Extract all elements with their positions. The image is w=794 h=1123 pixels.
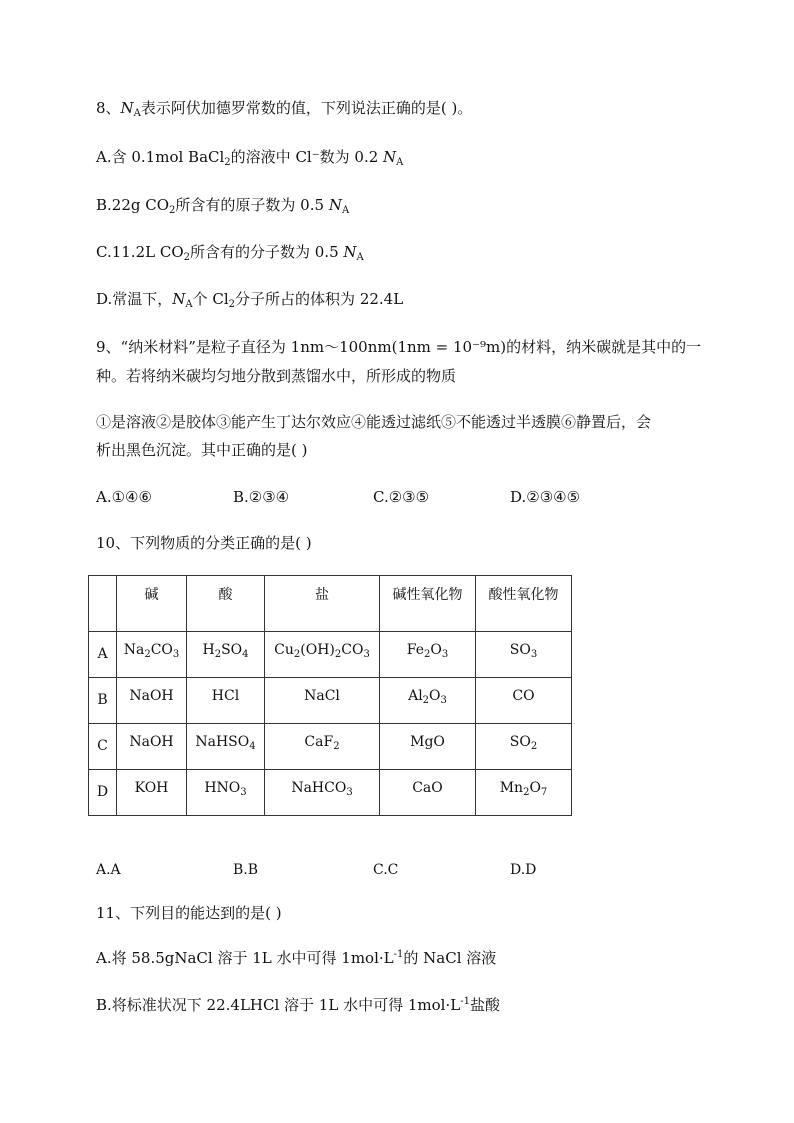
table-row	[89, 724, 572, 770]
table-cell: $Al_2O_3$	[380, 678, 476, 724]
table-header-cell: 酸性氧化物	[476, 576, 572, 632]
table-header-cell	[89, 576, 117, 632]
q9-option-c: C.②③⑤	[373, 488, 430, 506]
table-header-cell: 盐	[265, 576, 380, 632]
table-cell: NaOH	[117, 678, 187, 724]
table-cell: $Cu_2(OH)_2CO_3$	[265, 632, 380, 678]
q11-option-a: A.将 58.5gNaCl 溶于 1L 水中可得 $1mol\cdot L^{-1}$的 NaCl 溶液	[96, 949, 497, 967]
row-label: D	[89, 770, 117, 816]
q9-option-d: D.②③④⑤	[510, 488, 581, 506]
table-header-cell: 碱	[117, 576, 187, 632]
table-row	[89, 678, 572, 724]
table-header-cell: 酸	[187, 576, 265, 632]
table-cell: NaCl	[265, 678, 380, 724]
q10-stem: 10、下列物质的分类正确的是( )	[96, 534, 312, 552]
q9-stem-line2: 种。若将纳米碳均匀地分散到蒸馏水中，所形成的物质	[96, 367, 457, 385]
row-label: C	[89, 724, 117, 770]
q10-option-c: C.C	[373, 862, 399, 878]
q8-option-b: B.22g $CO_2$所含有的原子数为 0.5 $N_A$	[96, 196, 350, 216]
row-label: B	[89, 678, 117, 724]
q9-stem-line4: 析出黑色沉淀。其中正确的是( )	[96, 441, 308, 459]
q9-option-a: A.①④⑥	[96, 488, 152, 506]
table-cell: CO	[476, 678, 572, 724]
q10-option-a: A.A	[96, 862, 121, 878]
q11-option-b: B.将标准状况下 22.4LHCl 溶于 1L 水中可得 $1mol\cdot L^{-1}$盐酸	[96, 996, 500, 1014]
q10-option-b: B.B	[233, 862, 259, 878]
q11-stem: 11、下列目的能达到的是( )	[96, 904, 282, 922]
q9-option-b: B.②③④	[233, 488, 290, 506]
q8-option-c: C.11.2L $CO_2$所含有的分子数为 0.5 $N_A$	[96, 243, 364, 263]
q10-option-d: D.D	[510, 862, 537, 878]
q8-stem: 8、$N_A$表示阿伏加德罗常数的值，下列说法正确的是( )。	[96, 99, 473, 119]
table-cell: CaF$_2$	[265, 724, 380, 770]
q9-stem-line1: 9、“纳米材料”是粒子直径为 1nm～100nm(1nm = 10⁻⁹m)的材料，纳米碳就是其中的一	[96, 338, 702, 356]
q8-option-d: D.常温下，$N_A$个 $Cl_2$分子所占的体积为 22.4L	[96, 290, 404, 310]
table-row	[89, 632, 572, 678]
table-header-row	[89, 576, 572, 632]
table-cell: CaO	[380, 770, 476, 816]
q9-stem-line3: ①是溶液②是胶体③能产生丁达尔效应④能透过滤纸⑤不能透过半透膜⑥静置后，会	[96, 413, 652, 431]
table-row	[89, 770, 572, 816]
table-cell: $Fe_2O_3$	[380, 632, 476, 678]
table-cell: KOH	[117, 770, 187, 816]
table-cell: HCl	[187, 678, 265, 724]
table-cell: $SO_3$	[476, 632, 572, 678]
classification-table	[88, 575, 572, 816]
q8-option-a: A.含 0.1mol BaCl$_2$的溶液中 Cl⁻数为 0.2 $N_A$	[96, 148, 404, 168]
table-cell: $SO_2$	[476, 724, 572, 770]
table-cell: NaHSO$_4$	[187, 724, 265, 770]
table-cell: NaOH	[117, 724, 187, 770]
table-header-cell: 碱性氧化物	[380, 576, 476, 632]
table-cell: NaHCO$_3$	[265, 770, 380, 816]
table-cell: MgO	[380, 724, 476, 770]
table-cell: $HNO_3$	[187, 770, 265, 816]
table-cell: $Na_2CO_3$	[117, 632, 187, 678]
table-cell: $H_2SO_4$	[187, 632, 265, 678]
row-label: A	[89, 632, 117, 678]
table-cell: $Mn_2O_7$	[476, 770, 572, 816]
